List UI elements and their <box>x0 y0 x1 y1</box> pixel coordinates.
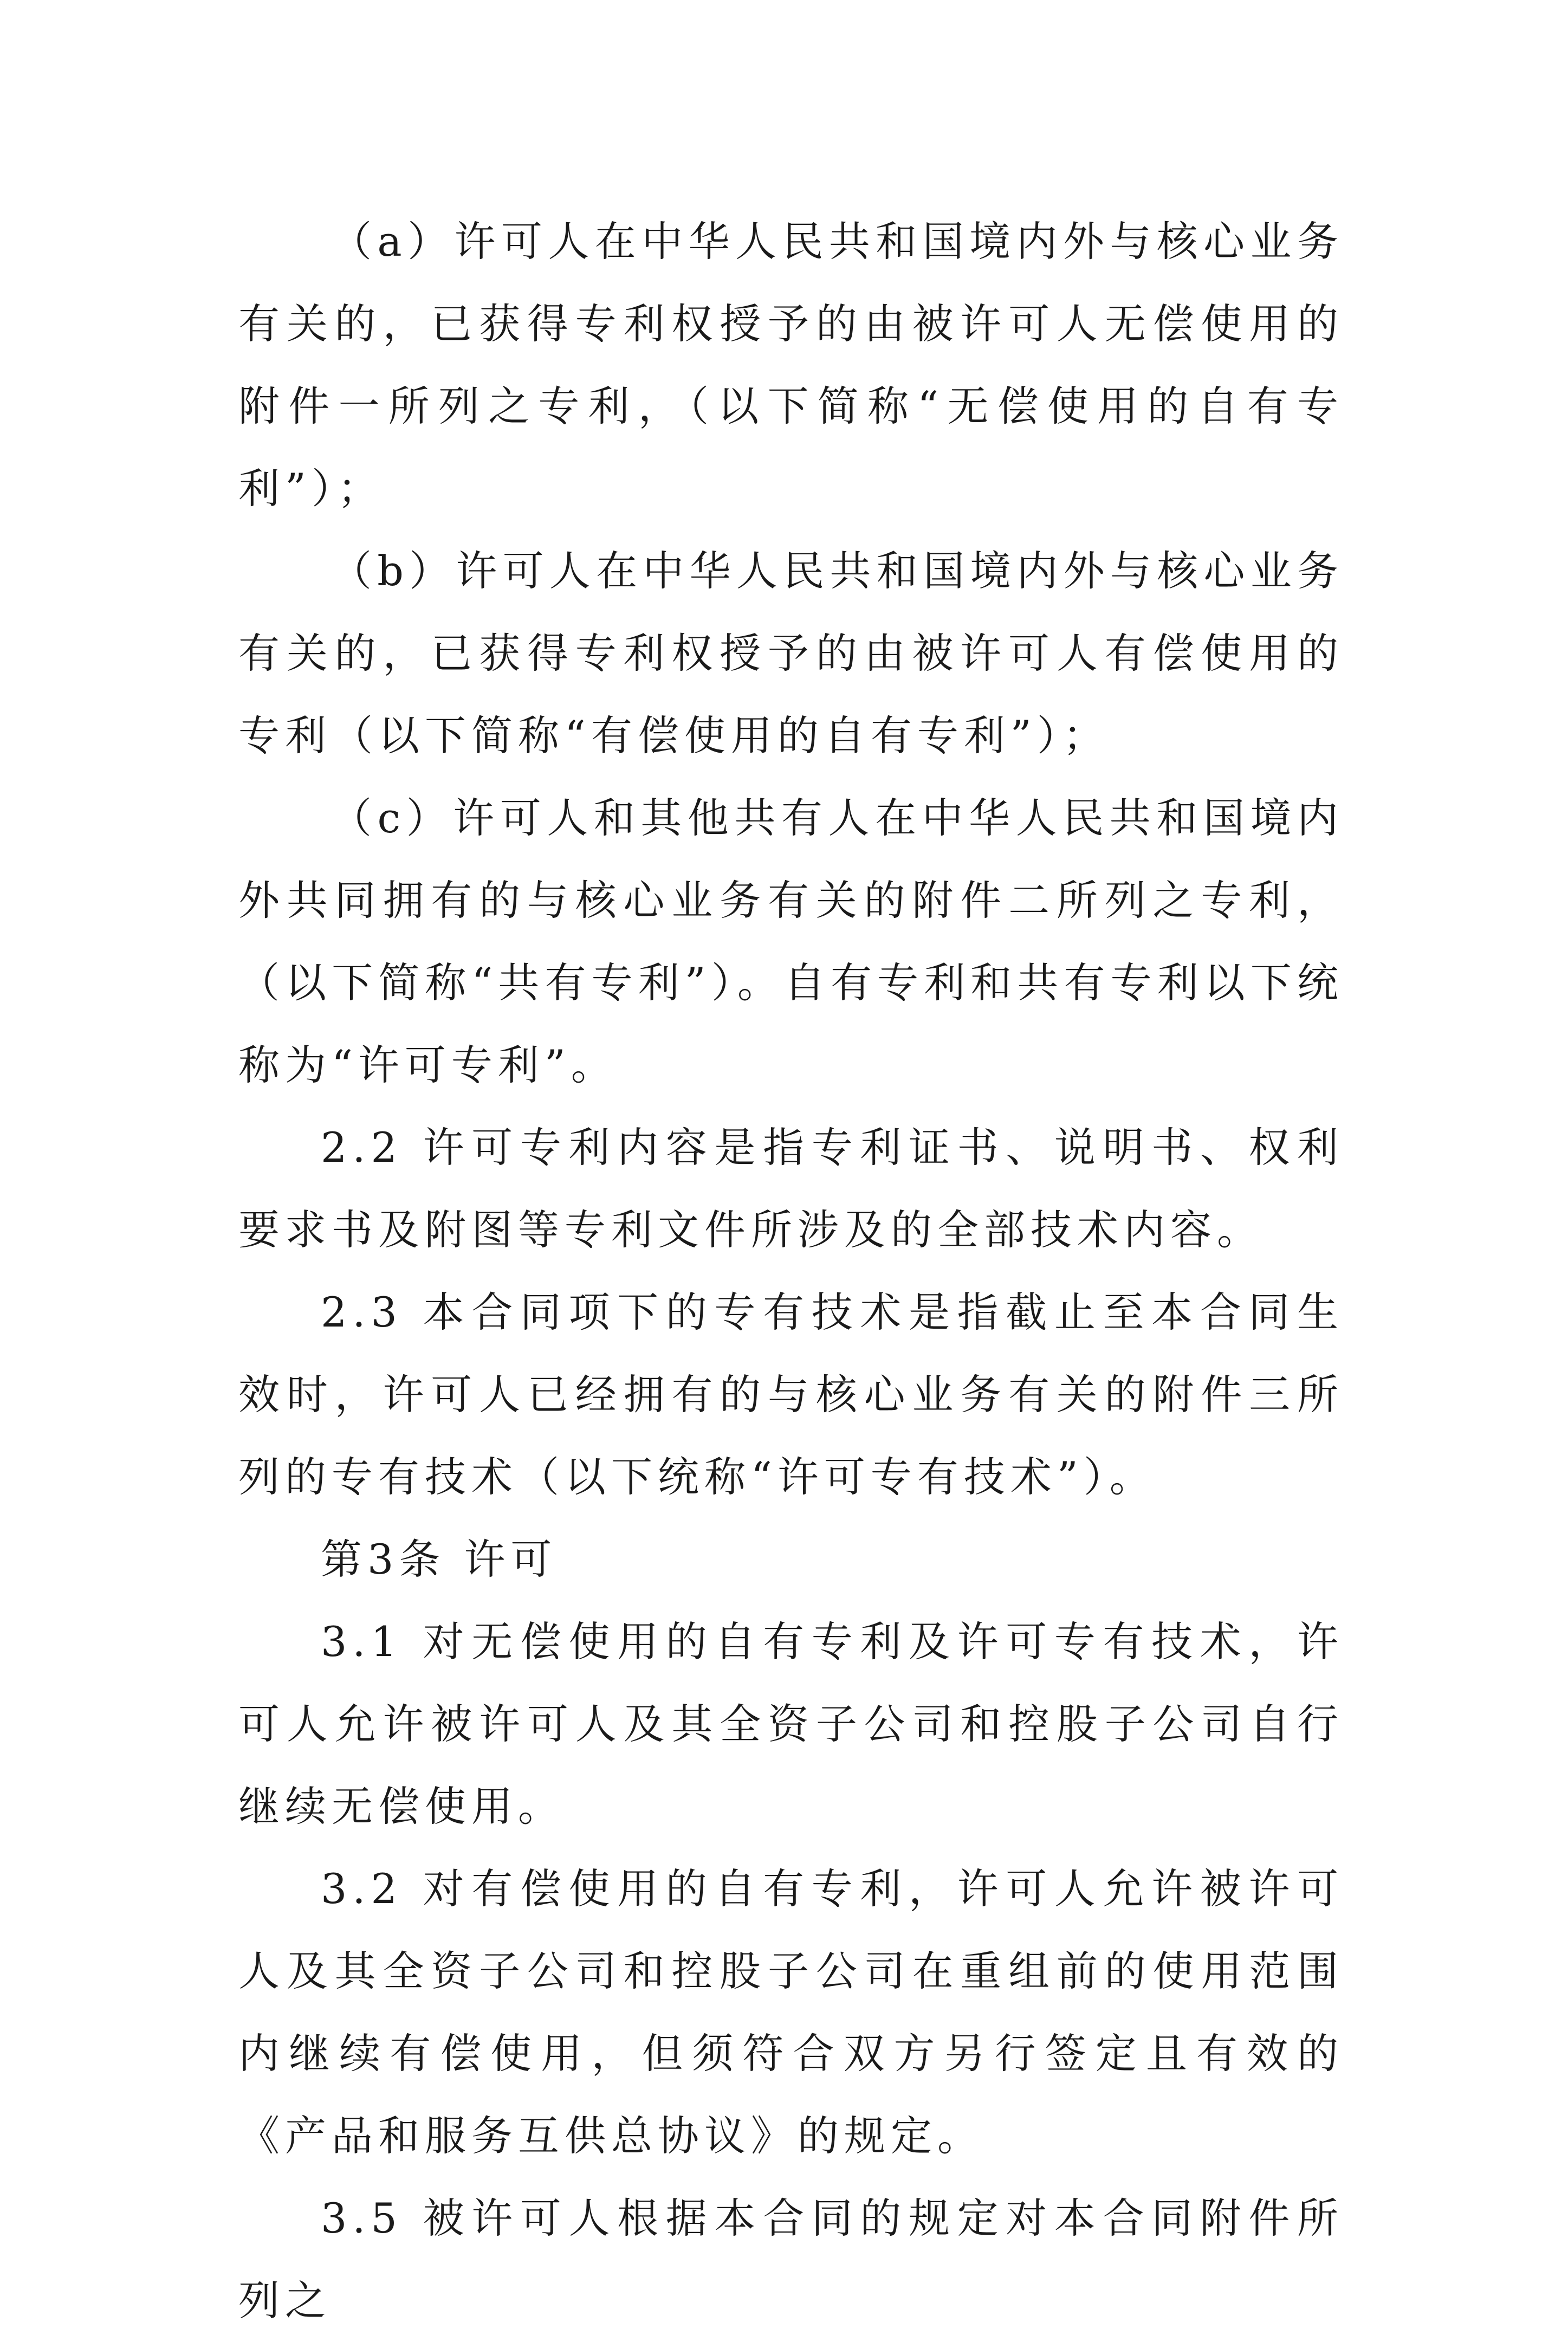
article-3-heading: 第3条 许可 <box>321 1535 558 1583</box>
clause-2-2: 2.2 许可专利内容是指专利证书、说明书、权利要求书及附图等专利文件所涉及的全部技术内容。 <box>238 1123 1344 1254</box>
clause-3-1: 3.1 对无偿使用的自有专利及许可专有技术，许可人允许被许可人及其全资子公司和控股子公司自行继续无偿使用。 <box>238 1618 1344 1830</box>
clause-3-5: 3.5 被许可人根据本合同的规定对本合同附件所列之 <box>238 2194 1344 2325</box>
clause-item-c: （c）许可人和其他共有人在中华人民共和国境内外共同拥有的与核心业务有关的附件二所列之专利，（以下简称“共有专利”）。自有专利和共有专利以下统称为“许可专利”。 <box>238 794 1344 1089</box>
clause-item-a: （a）许可人在中华人民共和国境内外与核心业务有关的，已获得专利权授予的由被许可人无偿使用的附件一所列之专利，（以下简称“无偿使用的自有专利”）； <box>238 217 1344 513</box>
clause-item-b: （b）许可人在中华人民共和国境内外与核心业务有关的，已获得专利权授予的由被许可人有偿使用的专利（以下简称“有偿使用的自有专利”）； <box>238 547 1344 760</box>
clause-3-2: 3.2 对有偿使用的自有专利，许可人允许被许可人及其全资子公司和控股子公司在重组前的使用范围内继续有偿使用，但须符合双方另行签定且有效的《产品和服务互供总协议》的规定。 <box>238 1865 1344 2160</box>
clause-2-3: 2.3 本合同项下的专有技术是指截止至本合同生效时，许可人已经拥有的与核心业务有关的附件三所列的专有技术（以下统称“许可专有技术”）。 <box>238 1288 1344 1501</box>
document-body <box>238 200 1344 2342</box>
